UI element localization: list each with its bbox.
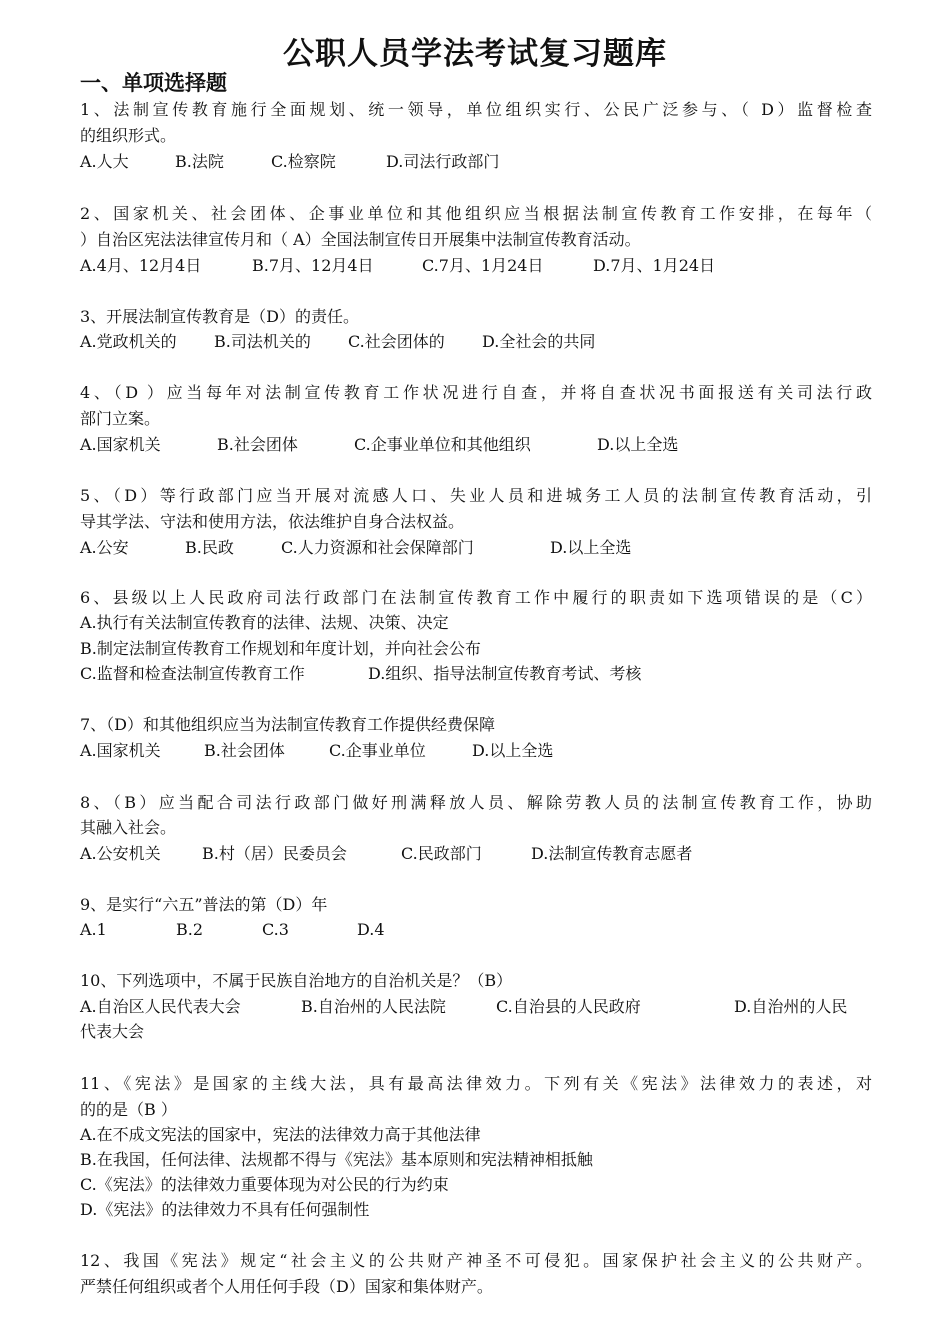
option-a: A.1: [80, 920, 107, 939]
page-title: 公职人员学法考试复习题库: [283, 36, 667, 72]
question-8-line-2: 其融入社会。: [80, 818, 177, 837]
option-b: B.7月、12月4日: [252, 256, 374, 275]
option-a: A.国家机关: [80, 741, 161, 760]
option-a: A.执行有关法制宣传教育的法律、法规、决策、决定: [80, 613, 449, 632]
option-a: A.公安: [80, 538, 129, 557]
question-5-line-2: 导其学法、守法和使用方法，依法维护自身合法权益。: [80, 512, 465, 531]
question-9-options: [80, 919, 872, 941]
option-b: B.自治州的人民法院: [301, 997, 446, 1016]
option-d: D.自治州的人民: [734, 997, 848, 1016]
question-12-line-1: 12、我国《宪法》规定“社会主义的公共财产神圣不可侵犯。国家保护社会主义的公共财产。: [80, 1251, 872, 1270]
question-3-options: [80, 331, 872, 353]
question-2-options: [80, 255, 872, 277]
option-a: A.人大: [80, 152, 129, 171]
question-5-options: [80, 537, 872, 559]
option-a: A.国家机关: [80, 435, 161, 454]
option-c: C.人力资源和社会保障部门: [281, 538, 474, 557]
option-d: D.《宪法》的法律效力不具有任何强制性: [80, 1200, 370, 1219]
option-d: D.以上全选: [472, 741, 554, 760]
option-c: C.企事业单位: [329, 741, 426, 760]
option-c: C.7月、1月24日: [422, 256, 544, 275]
section-heading: 一、单项选择题: [80, 71, 227, 95]
question-10-line-3: 代表大会: [80, 1022, 145, 1041]
question-5-line-1: 5、（D）等行政部门应当开展对流感人口、失业人员和进城务工人员的法制宣传教育活动，引: [80, 486, 872, 505]
option-b: B.制定法制宣传教育工作规划和年度计划，并向社会公布: [80, 639, 481, 658]
question-9-line-1: 9、是实行“六五”普法的第（D）年: [80, 895, 328, 914]
question-7-line-1: 7、（D）和其他组织应当为法制宣传教育工作提供经费保障: [80, 715, 496, 734]
question-1-line-1: 1、法制宣传教育施行全面规划、统一领导，单位组织实行、公民广泛参与、（ D）监督检查: [80, 100, 872, 119]
option-b: B.司法机关的: [214, 332, 311, 351]
question-6-options-cd: [80, 663, 872, 685]
option-a: A.4月、12月4日: [80, 256, 202, 275]
option-d: D.7月、1月24日: [593, 256, 716, 275]
option-c: C.3: [262, 920, 289, 939]
option-c: C.社会团体的: [348, 332, 445, 351]
option-c: C.检察院: [271, 152, 336, 171]
option-a: A.公安机关: [80, 844, 161, 863]
option-d: D.以上全选: [597, 435, 679, 454]
option-d: D.组织、指导法制宣传教育考试、考核: [368, 664, 642, 683]
question-10-line-1: 10、下列选项中，不属于民族自治地方的自治机关是？（B）: [80, 971, 513, 990]
question-11-line-2: 的的是（B ）: [80, 1100, 177, 1119]
option-b: B.村（居）民委员会: [202, 844, 347, 863]
option-a: A.自治区人民代表大会: [80, 997, 241, 1016]
option-a: A.在不成文宪法的国家中，宪法的法律效力高于其他法律: [80, 1125, 481, 1144]
option-c: C.企事业单位和其他组织: [354, 435, 531, 454]
option-b: B.社会团体: [217, 435, 298, 454]
question-1-line-2: 的组织形式。: [80, 126, 177, 145]
question-1-options: [80, 151, 872, 173]
option-c: C.自治县的人民政府: [496, 997, 641, 1016]
question-12-line-2: 严禁任何组织或者个人用任何手段（D）国家和集体财产。: [80, 1277, 493, 1296]
question-2-line-2: ）自治区宪法法律宣传月和（ A）全国法制宣传日开展集中法制宣传教育活动。: [80, 230, 641, 249]
option-b: B.民政: [185, 538, 234, 557]
question-8-options: [80, 843, 872, 865]
option-a: A.党政机关的: [80, 332, 177, 351]
option-c: C.监督和检查法制宣传教育工作: [80, 664, 305, 683]
question-7-options: [80, 740, 872, 762]
question-4-line-2: 部门立案。: [80, 409, 161, 428]
option-d: D.全社会的共同: [482, 332, 596, 351]
question-4-options: [80, 434, 872, 456]
question-3-line-1: 3、开展法制宣传教育是（D）的责任。: [80, 307, 360, 326]
option-d: D.4: [357, 920, 385, 939]
option-b: B.社会团体: [204, 741, 285, 760]
option-b: B.法院: [175, 152, 224, 171]
option-d: D.以上全选: [550, 538, 632, 557]
option-b: B.2: [176, 920, 204, 939]
option-d: D.法制宣传教育志愿者: [531, 844, 693, 863]
option-c: C.民政部门: [401, 844, 482, 863]
question-6-line-1: 6、县级以上人民政府司法行政部门在法制宣传教育工作中履行的职责如下选项错误的是（C）: [80, 588, 872, 607]
question-4-line-1: 4、（D ）应当每年对法制宣传教育工作状况进行自查，并将自查状况书面报送有关司法行政: [80, 383, 872, 402]
question-2-line-1: 2、国家机关、社会团体、企事业单位和其他组织应当根据法制宣传教育工作安排，在每年（: [80, 204, 872, 223]
question-10-options: [80, 996, 872, 1018]
option-d: D.司法行政部门: [386, 152, 500, 171]
question-8-line-1: 8、（B）应当配合司法行政部门做好刑满释放人员、解除劳教人员的法制宣传教育工作，协助: [80, 793, 872, 812]
option-b: B.在我国，任何法律、法规都不得与《宪法》基本原则和宪法精神相抵触: [80, 1150, 593, 1169]
question-11-line-1: 11、《宪法》是国家的主线大法，具有最高法律效力。下列有关《宪法》法律效力的表述，对: [80, 1074, 872, 1093]
option-c: C.《宪法》的法律效力重要体现为对公民的行为约束: [80, 1175, 449, 1194]
